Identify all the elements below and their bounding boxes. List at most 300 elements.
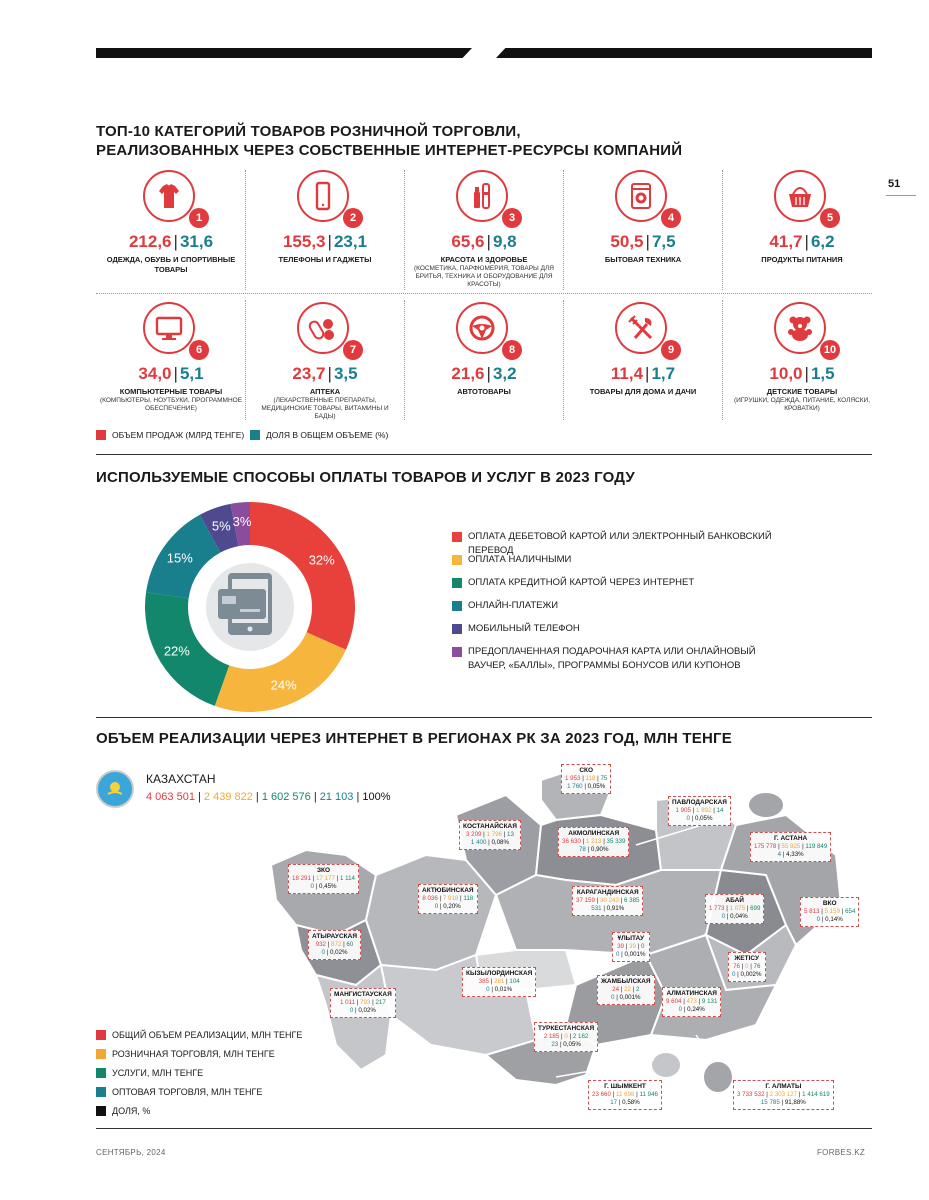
- region-values-row1: 2 185 | 0 | 2 162: [543, 1033, 589, 1040]
- region-name: ЖЕТІСУ: [734, 955, 760, 962]
- region-values-row2: 23 | 0,05%: [551, 1041, 581, 1048]
- legend-label: ОБЩИЙ ОБЪЕМ РЕАЛИЗАЦИИ, МЛН ТЕНГЕ: [112, 1030, 303, 1040]
- category-label: КОМПЬЮТЕРНЫЕ ТОВАРЫ: [119, 387, 223, 396]
- cosmetics-icon: [456, 170, 508, 222]
- legend-swatch: [96, 1106, 106, 1116]
- category-card: [250, 302, 400, 421]
- top10-title-line2: РЕАЛИЗОВАННЫХ ЧЕРЕЗ СОБСТВЕННЫЕ ИНТЕРНЕТ-РЕСУРСЫ КОМПАНИЙ: [96, 142, 683, 159]
- category-values: [568, 364, 718, 384]
- top10-title-line1: ТОП-10 КАТЕГОРИЙ ТОВАРОВ РОЗНИЧНОЙ ТОРГОВЛИ,: [96, 123, 521, 140]
- region-services: 11 946: [639, 1091, 658, 1098]
- regions-title: ОБЪЕМ РЕАЛИЗАЦИИ ЧЕРЕЗ ИНТЕРНЕТ В РЕГИОНАХ РК ЗА 2023 ГОД, МЛН ТЕНГЕ: [96, 730, 732, 747]
- region-wholesale: 23: [551, 1041, 559, 1048]
- monitor-icon: [143, 302, 195, 354]
- category-sublabel: (ИГРУШКИ, ОДЕЖДА, ПИТАНИЕ, КОЛЯСКИ, КРОВАТКИ): [733, 397, 871, 412]
- garden-tools-icon: [615, 302, 667, 354]
- region-wholesale: 0: [321, 949, 325, 956]
- value-separator: |: [804, 232, 809, 251]
- grid-divider: [563, 170, 564, 290]
- region-retail: 0: [745, 963, 749, 970]
- region-retail: 22: [624, 986, 631, 993]
- rank-badge: 3: [502, 208, 522, 228]
- region-name: ҰЛЫТАУ: [617, 935, 645, 942]
- region-share: 0,04%: [730, 913, 748, 920]
- region-share: 0,20%: [443, 903, 461, 910]
- pie-legend-item: [452, 599, 812, 613]
- region-retail: 2 303 127: [769, 1091, 798, 1098]
- region-share: 91,88%: [784, 1099, 806, 1106]
- region-values-row2: 531 | 0,91%: [591, 905, 625, 912]
- region-label-box: [668, 796, 731, 826]
- region-shape-shymkent: [651, 1052, 681, 1078]
- region-share: 4,33%: [786, 851, 804, 858]
- region-retail: 11 698: [615, 1091, 635, 1098]
- map-legend-item: [96, 1030, 302, 1040]
- region-values-row2: 0 | 0,001%: [611, 994, 641, 1001]
- category-sublabel: (КОМПЬЮТЕРЫ, НОУТБУКИ, ПРОГРАММНОЕ ОБЕСПЕЧЕНИЕ): [99, 397, 243, 412]
- share-percent: 23,1: [333, 232, 368, 251]
- sales-volume: 21,6: [451, 364, 485, 383]
- category-values: [727, 232, 877, 252]
- sales-volume: 10,0: [769, 364, 803, 383]
- region-name: МАНГИСТАУСКАЯ: [334, 991, 392, 998]
- region-services: 2 162: [572, 1033, 589, 1040]
- region-values-row1: 385 | 281 | 104: [478, 978, 520, 985]
- region-retail: 39: [629, 943, 636, 950]
- region-wholesale: 78: [578, 846, 586, 853]
- region-share: 0,45%: [318, 883, 337, 890]
- region-wholesale: 0: [611, 994, 615, 1001]
- region-share: 0,002%: [740, 971, 762, 978]
- region-values-row2: 17 | 0,58%: [610, 1099, 640, 1106]
- legend-swatch: [452, 555, 462, 565]
- washing-machine-icon: [615, 170, 667, 222]
- grid-divider: [722, 170, 723, 290]
- category-values: [250, 364, 400, 384]
- region-values-row1: 24 | 22 | 2: [612, 986, 640, 993]
- region-name: ВКО: [822, 900, 837, 907]
- shirt-icon: [143, 170, 195, 222]
- pie-slice-label: 32%: [308, 552, 335, 568]
- region-share: 0,02%: [329, 949, 348, 956]
- region-wholesale: 1 400: [470, 839, 487, 846]
- region-retail: 1 075: [729, 905, 746, 912]
- region-name: ЖАМБЫЛСКАЯ: [601, 978, 651, 985]
- region-services: 0: [640, 943, 645, 950]
- grid-divider: [563, 300, 564, 420]
- category-values: [727, 364, 877, 384]
- country-wholesale: 21 103: [319, 791, 354, 803]
- region-total: 23 660: [592, 1091, 611, 1098]
- region-values-row2: 0 | 0,01%: [486, 986, 513, 993]
- category-card: [568, 170, 718, 265]
- sales-volume: 50,5: [610, 232, 644, 251]
- value-separator: |: [173, 364, 178, 383]
- region-label-box: [561, 764, 611, 794]
- legend-swatch: [452, 647, 462, 657]
- region-share: 0,05%: [587, 783, 606, 790]
- category-icon-wrap: [297, 302, 357, 358]
- region-name: АБАЙ: [725, 897, 744, 904]
- region-retail: 1 892: [696, 807, 712, 814]
- region-values-row1: 175 778 | 55 925 | 119 849: [754, 843, 828, 850]
- legend-label: ПРЕДОПЛАЧЕННАЯ ПОДАРОЧНАЯ КАРТА ИЛИ ОНЛАЙНОВЫЙ ВАУЧЕР, «БАЛЛЫ», ПРОГРАММЫ БОНУСОВ ИЛИ КУПОНОВ: [468, 646, 756, 671]
- legend-label: ОПТОВАЯ ТОРГОВЛЯ, МЛН ТЕНГЕ: [112, 1087, 263, 1097]
- pie-legend-item: [452, 576, 812, 590]
- legend-swatch: [452, 578, 462, 588]
- region-values-row1: 36 630 | 1 213 | 35 339: [562, 838, 626, 845]
- value-separator: |: [804, 364, 809, 383]
- legend-label: ОПЛАТА ДЕБЕТОВОЙ КАРТОЙ ИЛИ ЭЛЕКТРОННЫЙ БАНКОВСКИЙ ПЕРЕВОД: [468, 531, 772, 556]
- rank-badge: 10: [820, 340, 840, 360]
- category-card: [727, 170, 877, 265]
- region-wholesale: 17: [610, 1099, 618, 1106]
- pie-legend-item: [452, 553, 812, 567]
- rank-badge: 4: [661, 208, 681, 228]
- share-percent: 5,1: [179, 364, 204, 383]
- region-wholesale: 1 760: [567, 783, 583, 790]
- region-values-row2: 78 | 0,90%: [578, 846, 609, 853]
- footer-site: FORBES.KZ: [817, 1148, 866, 1157]
- grid-divider: [404, 300, 405, 420]
- grid-divider: [245, 170, 246, 290]
- value-separator: |: [327, 232, 332, 251]
- pie-slice-label: 5%: [211, 518, 231, 534]
- region-total: 385: [478, 978, 489, 985]
- rank-badge: 6: [189, 340, 209, 360]
- region-label-box: [462, 967, 536, 997]
- region-total: 37 159: [576, 897, 595, 904]
- region-services: 699: [750, 905, 761, 912]
- category-label: БЫТОВАЯ ТЕХНИКА: [604, 255, 682, 264]
- region-values-row2: 0 | 0,05%: [686, 815, 713, 822]
- category-card: [96, 302, 246, 413]
- region-services: 1 414 619: [802, 1091, 830, 1098]
- region-label-box: [612, 932, 650, 962]
- category-card: [250, 170, 400, 265]
- region-values-row2: 4 | 4,33%: [777, 851, 804, 858]
- country-share: 100%: [362, 791, 391, 803]
- region-values-row1: 76 | 0 | 76: [733, 963, 761, 970]
- region-label-box: [330, 988, 396, 1018]
- region-share: 0,24%: [687, 1006, 705, 1013]
- region-name: СКО: [579, 767, 594, 774]
- category-label: ТОВАРЫ ДЛЯ ДОМА И ДАЧИ: [589, 387, 697, 396]
- region-wholesale: 0: [721, 913, 726, 920]
- region-label-box: [705, 894, 764, 924]
- region-retail: 5 159: [824, 908, 841, 915]
- category-label: АВТОТОВАРЫ: [457, 387, 511, 396]
- category-card: [409, 302, 559, 397]
- grid-divider: [404, 170, 405, 290]
- region-values-row2: 1 400 | 0,08%: [470, 839, 509, 846]
- region-services: 9 131: [701, 998, 718, 1005]
- legend-swatch: [96, 1068, 106, 1078]
- region-wholesale: 0: [349, 1007, 354, 1014]
- sales-volume: 155,3: [282, 232, 326, 251]
- region-values-row1: 5 813 | 5 159 | 654: [804, 908, 856, 915]
- share-percent: 3,2: [492, 364, 517, 383]
- region-share: 0,001%: [624, 951, 646, 958]
- region-label-box: [800, 897, 859, 927]
- region-retail: 281: [494, 978, 505, 985]
- region-values-row1: 39 | 39 | 0: [617, 943, 645, 950]
- region-total: 1 773: [709, 905, 725, 912]
- country-name: КАЗАХСТАН: [146, 772, 216, 786]
- region-values-row1: 1 011 | 793 | 217: [340, 999, 386, 1006]
- category-card: [568, 302, 718, 397]
- pills-icon: [297, 302, 349, 354]
- region-values-row1: 37 159 | 30 243 | 6 385: [576, 897, 640, 904]
- value-separator: |: [327, 364, 332, 383]
- category-label: КРАСОТА И ЗДОРОВЬЕ: [440, 255, 528, 264]
- legend-label: ДОЛЯ, %: [112, 1106, 151, 1116]
- top10-legend-volume: [96, 430, 244, 440]
- region-share: 0,01%: [494, 986, 513, 993]
- region-total: 9 604: [666, 998, 682, 1005]
- category-values: [568, 232, 718, 252]
- payments-donut-chart: [140, 497, 360, 717]
- region-services: 60: [346, 941, 354, 948]
- region-total: 3 209: [465, 831, 482, 838]
- region-share: 0,08%: [491, 839, 509, 846]
- region-values-row1: 932 | 872 | 60: [315, 941, 354, 948]
- rank-badge: 8: [502, 340, 522, 360]
- legend-swatch: [452, 532, 462, 542]
- region-label-box: [558, 827, 629, 857]
- value-separator: |: [645, 364, 650, 383]
- region-name: КОСТАНАЙСКАЯ: [463, 823, 517, 830]
- region-share: 0,14%: [825, 916, 843, 923]
- pie-slice-label: 3%: [232, 513, 252, 529]
- category-label: ТЕЛЕФОНЫ И ГАДЖЕТЫ: [278, 255, 372, 264]
- legend-swatch: [452, 601, 462, 611]
- region-wholesale: 0: [686, 815, 690, 822]
- header-bar-right: [496, 48, 872, 58]
- region-services: 35 339: [606, 838, 626, 845]
- map-legend-item: [96, 1068, 203, 1078]
- country-values: 4 063 501 | 2 439 822 | 1 602 576 | 21 103 | 100%: [146, 791, 391, 803]
- grocery-basket-icon: [774, 170, 826, 222]
- rank-badge: 7: [343, 340, 363, 360]
- region-label-box: [728, 952, 766, 982]
- region-shape-almaty-city: [703, 1061, 733, 1093]
- region-retail: 1 213: [585, 838, 602, 845]
- region-total: 175 778: [754, 843, 777, 850]
- region-total: 5 813: [804, 908, 820, 915]
- teddy-bear-icon: [774, 302, 826, 354]
- region-name: ТУРКЕСТАНСКАЯ: [538, 1025, 595, 1032]
- legend-label: ОНЛАЙН-ПЛАТЕЖИ: [468, 600, 559, 611]
- page-number: 51: [888, 178, 901, 190]
- category-icon-wrap: [456, 302, 516, 358]
- region-name: ПАВЛОДАРСКАЯ: [672, 799, 727, 806]
- region-share: 0,02%: [358, 1007, 376, 1014]
- region-services: 104: [509, 978, 520, 985]
- region-label-box: [588, 1080, 662, 1110]
- value-separator: |: [486, 232, 491, 251]
- region-retail: 55 925: [781, 843, 801, 850]
- pie-legend-item: [452, 645, 772, 673]
- region-name: АЛМАТИНСКАЯ: [666, 990, 717, 997]
- kazakhstan-flag-icon: [96, 770, 134, 808]
- region-name: КАРАГАНДИНСКАЯ: [576, 889, 639, 896]
- map-legend-item: [96, 1087, 262, 1097]
- region-label-box: [418, 884, 478, 914]
- region-retail: 793: [360, 999, 371, 1006]
- region-wholesale: 0: [486, 986, 490, 993]
- region-wholesale: 0: [732, 971, 736, 978]
- region-total: 36 630: [562, 838, 581, 845]
- region-name: АТЫРАУСКАЯ: [312, 933, 357, 940]
- pie-slice-label: 24%: [270, 677, 297, 693]
- region-share: 0,90%: [590, 846, 609, 853]
- region-services: 13: [507, 831, 514, 838]
- category-values: [409, 232, 559, 252]
- region-shape-astana: [748, 792, 784, 818]
- region-total: 932: [315, 941, 326, 948]
- legend-label: МОБИЛЬНЫЙ ТЕЛЕФОН: [468, 623, 580, 634]
- legend-swatch: [96, 1049, 106, 1059]
- legend-label: РОЗНИЧНАЯ ТОРГОВЛЯ, МЛН ТЕНГЕ: [112, 1049, 275, 1059]
- region-total: 8 036: [422, 895, 438, 902]
- region-share: 0,05%: [694, 815, 713, 822]
- region-label-box: [597, 975, 655, 1005]
- sales-volume: 34,0: [138, 364, 172, 383]
- region-total: 39: [617, 943, 624, 950]
- region-values-row2: 0 | 0,02%: [349, 1007, 376, 1014]
- value-separator: |: [486, 364, 491, 383]
- region-name: Г. ШЫМКЕНТ: [604, 1083, 646, 1090]
- region-retail: 7 918: [442, 895, 459, 902]
- region-label-box: [662, 987, 721, 1017]
- category-card: [96, 170, 246, 275]
- pie-slice-label: 15%: [166, 550, 193, 566]
- legend-swatch: [96, 430, 106, 440]
- region-name: АКТЮБИНСКАЯ: [422, 887, 474, 894]
- region-wholesale: 0: [678, 1006, 683, 1013]
- region-retail: 17 177: [315, 875, 335, 882]
- rank-badge: 5: [820, 208, 840, 228]
- legend-label: УСЛУГИ, МЛН ТЕНГЕ: [112, 1068, 204, 1078]
- region-services: 75: [600, 775, 608, 782]
- region-values-row2: 0 | 0,001%: [616, 951, 646, 958]
- top10-title: [96, 122, 682, 160]
- grid-divider: [96, 293, 872, 294]
- map-legend-item: [96, 1106, 150, 1116]
- category-values: [409, 364, 559, 384]
- country-services: 1 602 576: [261, 791, 311, 803]
- share-percent: 9,8: [492, 232, 517, 251]
- share-percent: 3,5: [333, 364, 358, 383]
- share-percent: 7,5: [651, 232, 676, 251]
- category-values: [96, 364, 246, 384]
- pie-slice-label: 22%: [163, 643, 190, 659]
- region-wholesale: 0: [434, 903, 439, 910]
- region-values-row2: 1 760 | 0,05%: [567, 783, 606, 790]
- region-values-row1: 9 604 | 473 | 9 131: [666, 998, 718, 1005]
- region-services: 6 385: [623, 897, 640, 904]
- region-services: 76: [753, 963, 761, 970]
- category-icon-wrap: [297, 170, 357, 226]
- sales-volume: 11,4: [610, 364, 644, 383]
- share-percent: 1,7: [651, 364, 676, 383]
- region-total: 1 953: [565, 775, 581, 782]
- region-values-row1: 3 209 | 1 796 | 13: [465, 831, 514, 838]
- region-values-row1: 1 905 | 1 892 | 14: [675, 807, 724, 814]
- region-wholesale: 15 785: [760, 1099, 780, 1106]
- category-label: ДЕТСКИЕ ТОВАРЫ: [766, 387, 838, 396]
- region-values-row2: 0 | 0,20%: [434, 903, 461, 910]
- category-icon-wrap: [774, 302, 837, 358]
- region-wholesale: 4: [777, 851, 782, 858]
- region-name: АКМОЛИНСКАЯ: [568, 830, 620, 837]
- grid-divider: [245, 300, 246, 420]
- legend-swatch: [250, 430, 260, 440]
- pie-legend-item: [452, 622, 812, 636]
- sales-volume: 23,7: [292, 364, 326, 383]
- region-values-row2: 0 | 0,14%: [816, 916, 843, 923]
- country-total: 4 063 501: [146, 791, 195, 803]
- region-name: КЫЗЫЛОРДИНСКАЯ: [466, 970, 533, 977]
- legend-label: ДОЛЯ В ОБЩЕМ ОБЪЕМЕ (%): [266, 430, 389, 440]
- region-share: 0,05%: [563, 1041, 581, 1048]
- region-values-row1: 1 773 | 1 075 | 699: [709, 905, 761, 912]
- region-values-row2: 0 | 0,45%: [310, 883, 337, 890]
- region-retail: 0: [564, 1033, 568, 1040]
- page-number-rule: [886, 195, 916, 196]
- region-label-box: [308, 930, 361, 960]
- region-retail: 473: [686, 998, 697, 1005]
- region-label-box: [534, 1022, 598, 1052]
- header-bar-left: [96, 48, 472, 58]
- rank-badge: 1: [189, 208, 209, 228]
- region-services: 14: [716, 807, 724, 814]
- category-card: [409, 170, 559, 289]
- steering-wheel-icon: [456, 302, 508, 354]
- share-percent: 31,6: [179, 232, 214, 251]
- share-percent: 1,5: [810, 364, 835, 383]
- category-label: ОДЕЖДА, ОБУВЬ И СПОРТИВНЫЕ ТОВАРЫ: [106, 255, 236, 274]
- category-label: АПТЕКА: [309, 387, 341, 396]
- sales-volume: 212,6: [128, 232, 172, 251]
- region-retail: 30 243: [599, 897, 619, 904]
- region-values-row1: 8 036 | 7 918 | 118: [422, 895, 474, 902]
- region-values-row1: 23 660 | 11 698 | 11 946: [592, 1091, 658, 1098]
- region-total: 18 291: [292, 875, 311, 882]
- category-values: [96, 232, 246, 252]
- category-icon-wrap: [615, 170, 675, 226]
- region-values-row1: 3 733 532 | 2 303 127 | 1 414 619: [737, 1091, 830, 1098]
- category-card: [727, 302, 877, 413]
- category-label: ПРОДУКТЫ ПИТАНИЯ: [761, 255, 843, 264]
- sales-volume: 65,6: [451, 232, 485, 251]
- region-total: 3 733 532: [737, 1091, 765, 1098]
- region-label-box: [572, 886, 643, 916]
- share-percent: 6,2: [810, 232, 835, 251]
- top10-legend-share: [250, 430, 388, 440]
- region-values-row2: 0 | 0,02%: [321, 949, 348, 956]
- section-rule: [96, 717, 872, 718]
- region-values-row2: 0 | 0,24%: [678, 1006, 705, 1013]
- legend-swatch: [452, 624, 462, 634]
- region-wholesale: 0: [310, 883, 314, 890]
- region-share: 0,001%: [619, 994, 641, 1001]
- region-values-row2: 15 785 | 91,88%: [760, 1099, 806, 1106]
- category-icon-wrap: [774, 170, 834, 226]
- footer-rule: [96, 1128, 872, 1129]
- region-name: Г. АСТАНА: [774, 835, 808, 842]
